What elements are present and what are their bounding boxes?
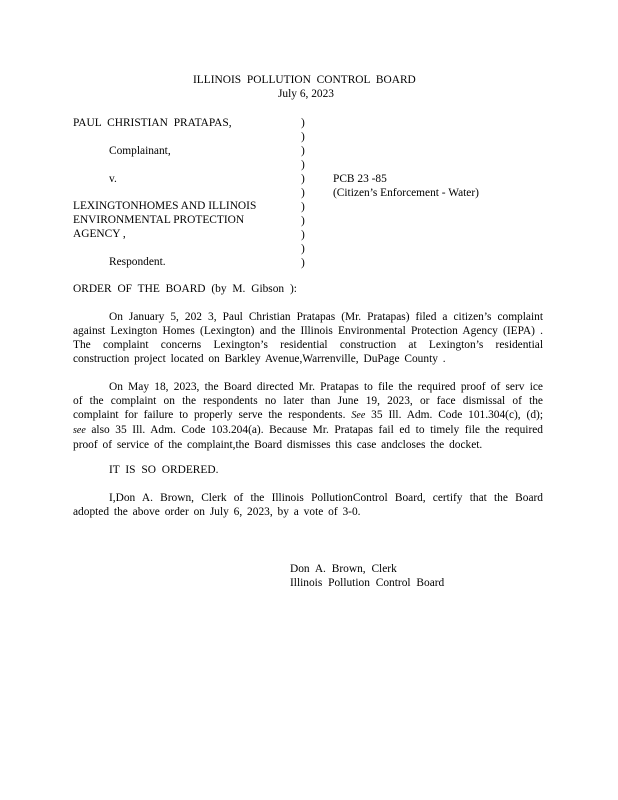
caption-paren: )	[301, 215, 305, 227]
caption-paren: )	[301, 117, 305, 129]
respondent-name-line3: AGENCY ,	[73, 228, 126, 240]
paragraph-2-text-a: On May 18, 2023, the Board directed Mr. Pratapas to file the required proof of serv ice of the complaint on the respondents no later than June 19, 2023, or face dismissal of the complaint for failure to properly serve the respondents.	[73, 381, 543, 421]
caption-paren: )	[301, 229, 305, 241]
citation-signal-see: see	[73, 425, 86, 436]
caption-paren: )	[301, 187, 305, 199]
order-date: July 6, 2023	[278, 88, 335, 100]
versus-label: v.	[109, 173, 117, 185]
signature-name: Don A. Brown, Clerk	[290, 563, 397, 575]
respondent-name-line1: LEXINGTONHOMES AND ILLINOIS	[73, 200, 257, 212]
respondent-role: Respondent.	[109, 256, 166, 268]
caption-paren: )	[301, 173, 305, 185]
so-ordered: IT IS SO ORDERED.	[109, 464, 219, 476]
order-paragraph-1: On January 5, 202 3, Paul Christian Pratapas (Mr. Pratapas) filed a citizen’s complaint against Lexington Homes (Lexington) and the Illinois Environmental Protection Agency (IEPA) . The complaint concerns Lexington’s residential construction at Lexington’s residential construction project located on Barkley Avenue,Warrenville, DuPage County .	[73, 311, 543, 365]
clerk-certification: I,Don A. Brown, Clerk of the Illinois PollutionControl Board, certify that the Board adopted the above order on July 6, 2023, by a vote of 3-0.	[73, 492, 543, 518]
caption-paren: )	[301, 243, 305, 255]
caption-paren-column	[301, 116, 311, 270]
case-number: PCB 23 -85	[333, 173, 387, 185]
caption-paren: )	[301, 159, 305, 171]
petitioner-name: PAUL CHRISTIAN PRATAPAS,	[73, 117, 232, 129]
caption-paren: )	[301, 131, 305, 143]
paragraph-2-text-b: 35 Ill. Adm. Code 101.304(c), (d);	[371, 409, 543, 421]
order-heading: ORDER OF THE BOARD (by M. Gibson ):	[73, 283, 297, 295]
signature-title: Illinois Pollution Control Board	[290, 577, 445, 589]
respondent-name-line2: ENVIRONMENTAL PROTECTION	[73, 214, 245, 226]
caption-paren: )	[301, 257, 305, 269]
order-paragraph-2	[73, 380, 543, 452]
paragraph-2-text-c: also 35 Ill. Adm. Code 103.204(a). Because Mr. Pratapas fail ed to timely file the required proof of service of the complaint,the Board dismisses this case andcloses the docket.	[73, 424, 543, 451]
citation-signal-see: See	[351, 410, 366, 421]
caption-paren: )	[301, 145, 305, 157]
caption-paren: )	[301, 201, 305, 213]
agency-title: ILLINOIS POLLUTION CONTROL BOARD	[193, 74, 416, 86]
case-type: (Citizen’s Enforcement - Water)	[333, 187, 479, 199]
petitioner-role: Complainant,	[109, 145, 171, 157]
